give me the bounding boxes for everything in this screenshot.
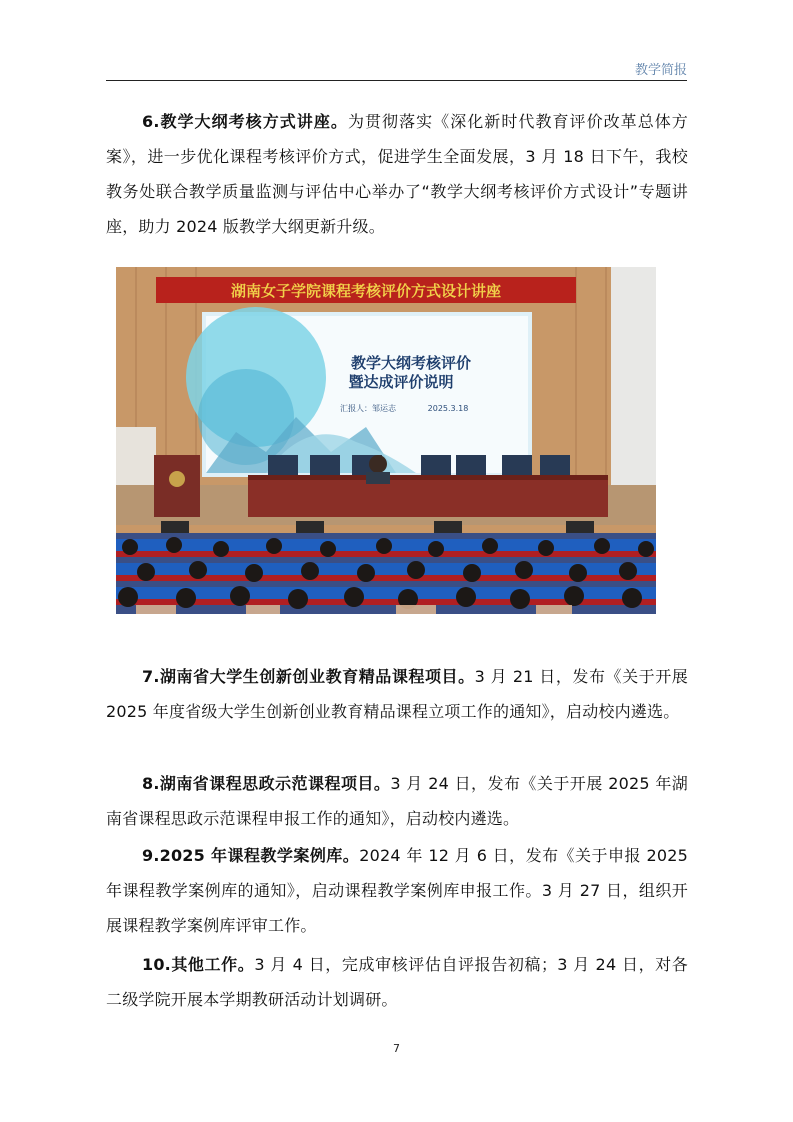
section-6-lead: 6.教学大纲考核方式讲座。 [142, 112, 348, 131]
section-8-lead: 8.湖南省课程思政示范课程项目。 [142, 774, 391, 793]
section-8 [106, 766, 688, 836]
section-9 [106, 838, 688, 943]
section-10 [106, 947, 688, 1017]
header-label: 教学简报 [634, 63, 687, 78]
header-rule [106, 80, 687, 81]
slide-title-line2: 暨达成评价说明 [348, 373, 454, 391]
section-6-body: 为贯彻落实《深化新时代教育评价改革总体方案》，进一步优化课程考核评价方式，促进学生全面发展，3 月 18 日下午，我校教务处联合教学质量监测与评估中心举办了“教学大纲考核评价方式设计”专题讲座，助力 2024 版教学大纲更新升级。 [106, 112, 688, 236]
section-8-body: 3 月 24 日，发布《关于开展 2025 年湖南省课程思政示范课程申报工作的通知》，启动校内遴选。 [106, 774, 688, 828]
section-6 [106, 104, 688, 244]
page-number: 7 [393, 1042, 400, 1055]
section-7 [106, 659, 688, 729]
banner-text: 湖南女子学院课程考核评价方式设计讲座 [230, 282, 502, 300]
slide-title-line1: 教学大纲考核评价 [350, 354, 472, 372]
slide-presenter: 汇报人：邹运志 [340, 404, 396, 413]
section-7-lead: 7.湖南省大学生创新创业教育精品课程项目。 [142, 667, 475, 686]
section-10-lead: 10.其他工作。 [142, 955, 255, 974]
lecture-photo [116, 267, 656, 614]
section-9-body: 2024 年 12 月 6 日，发布《关于申报 2025 年课程教学案例库的通知》，启动课程教学案例库申报工作。3 月 27 日，组织开展课程教学案例库评审工作。 [106, 846, 688, 935]
section-7-body: 3 月 21 日，发布《关于开展 2025 年度省级大学生创新创业教育精品课程立项工作的通知》，启动校内遴选。 [106, 667, 688, 721]
section-10-body: 3 月 4 日，完成审核评估自评报告初稿；3 月 24 日，对各二级学院开展本学期教研活动计划调研。 [106, 955, 688, 1009]
slide-date: 2025.3.18 [427, 404, 469, 413]
section-9-lead: 9.2025 年课程教学案例库。 [142, 846, 360, 865]
